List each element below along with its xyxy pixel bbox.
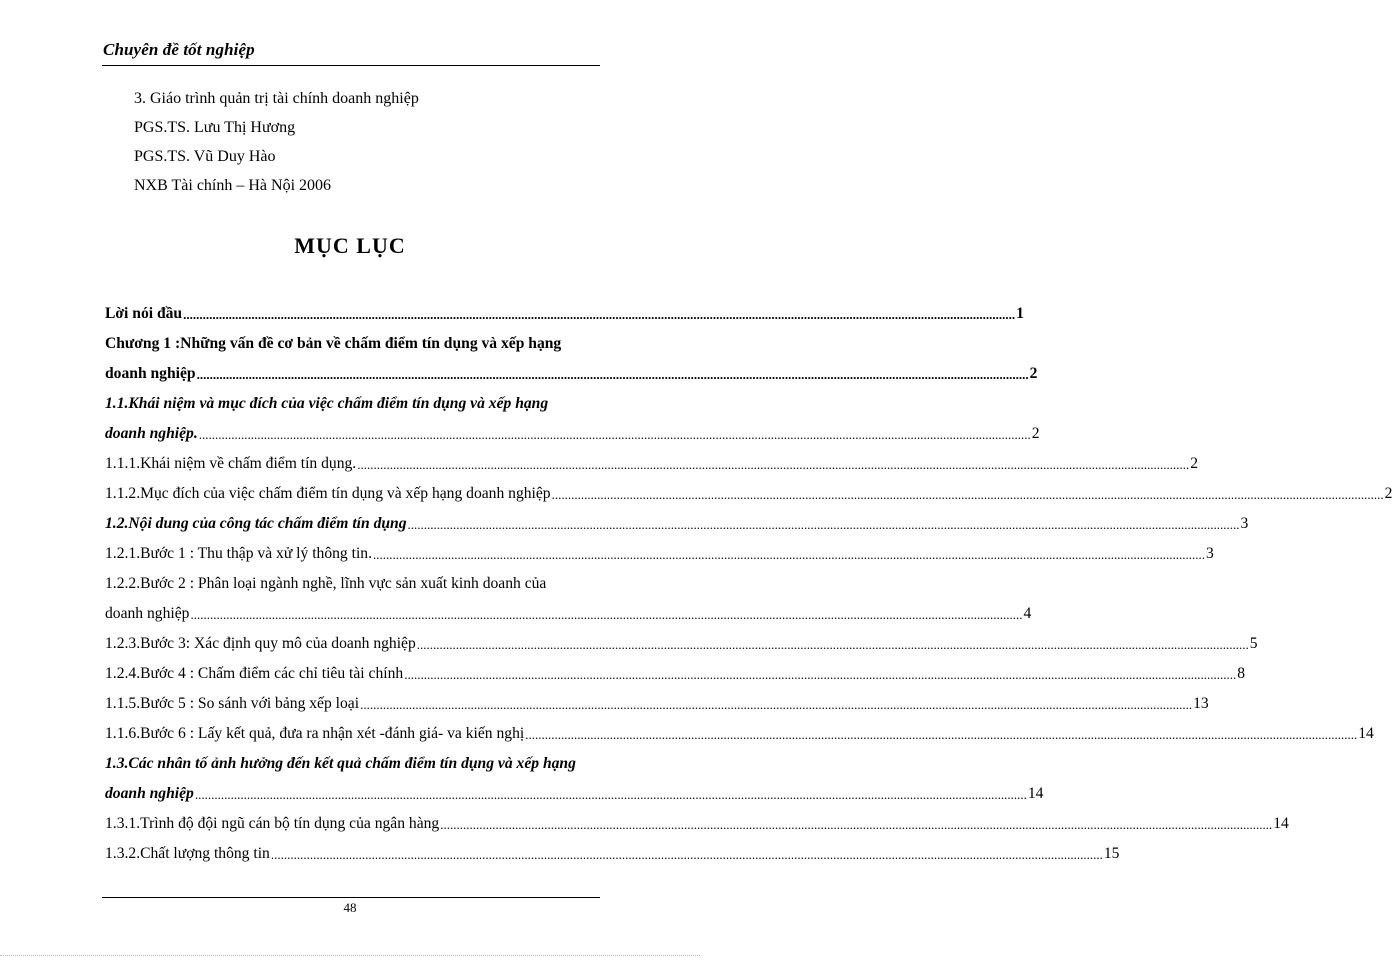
toc-leader-dots [552,485,1384,503]
toc-page-number: 13 [1193,695,1209,712]
toc-entry-text: doanh nghiệp [105,365,196,382]
toc-leader-dots [199,425,1031,443]
toc-entry[interactable] [105,635,1258,665]
toc-entry-text: doanh nghiệp [105,785,194,802]
toc-page-number: 3 [1205,545,1214,562]
toc-entry[interactable] [105,395,598,425]
toc-entry-text: 1.1.1.Khái niệm về chấm điểm tín dụng. [105,455,357,472]
toc-entry[interactable] [105,425,1040,455]
toc-entry-text: 1.2.3.Bước 3: Xác định quy mô của doanh nghiệp [105,635,416,652]
toc-entry[interactable] [105,455,1198,485]
footer-divider [102,897,600,898]
toc-entry-text: 1.2.1.Bước 1 : Thu thập và xử lý thông tin. [105,545,372,562]
toc-page-number: 3 [1240,515,1249,532]
toc-leader-dots [373,545,1205,563]
toc-page-number: 2 [1190,455,1198,472]
toc-title: MỤC LỤC [294,233,406,258]
toc-entry[interactable] [105,815,1289,845]
toc-leader-dots [190,605,1022,623]
toc-leader-dots [408,515,1240,533]
reference-line: 3. Giáo trình quản trị tài chính doanh nghiệp [134,90,419,107]
toc-leader-dots [417,635,1249,653]
reference-line: PGS.TS. Vũ Duy Hào [134,148,276,165]
toc-leader-dots [360,695,1192,713]
toc-leader-dots [195,785,1027,803]
toc-entry-text: Chương 1 :Những vấn đề cơ bản về chấm điểm tín dụng và xếp hạng [105,335,562,352]
toc-entry[interactable] [105,515,1249,545]
toc-page-number: 8 [1237,665,1245,682]
toc-page-number: 2 [1384,485,1392,502]
toc-leader-dots [440,815,1272,833]
toc-page-number: 4 [1023,605,1032,622]
toc-leader-dots [525,725,1357,743]
toc-entry-text: 1.1.6.Bước 6 : Lấy kết quả, đưa ra nhận xét -đánh giá- va kiến nghị [105,725,525,742]
toc-entry-text: 1.2.Nội dung của công tác chấm điểm tín dụng [105,515,407,532]
toc-entry[interactable] [105,695,1209,725]
page-bottom-border [0,955,700,956]
toc-leader-dots [404,665,1236,683]
toc-entry-text: doanh nghiệp. [105,425,198,442]
toc-entry[interactable] [105,755,598,785]
toc-entry-text: 1.2.4.Bước 4 : Chấm điểm các chỉ tiêu tài chính [105,665,404,682]
toc-page-number: 2 [1031,425,1040,442]
toc-page-number: 14 [1358,725,1374,742]
toc-entry[interactable] [105,605,1032,635]
toc-leader-dots [183,305,1015,323]
toc-entry-text: doanh nghiệp [105,605,190,622]
toc-page-number: 14 [1027,785,1044,802]
page-number: 48 [343,900,357,915]
toc-entry-text: 1.3.Các nhân tố ảnh hưởng đến kết quả chấm điểm tín dụng và xếp hạng [105,755,576,772]
toc-leader-dots [197,365,1029,383]
toc-entry[interactable] [105,665,1245,695]
toc-entry[interactable] [105,785,1044,815]
toc-entry[interactable] [105,365,1038,395]
table-of-contents [105,305,1392,875]
document-header-title: Chuyên đề tốt nghiệp [103,40,255,59]
toc-entry-text: 1.1.Khái niệm và mục đích của việc chấm điểm tín dụng và xếp hạng [105,395,549,412]
reference-line: NXB Tài chính – Hà Nội 2006 [134,177,332,194]
header-divider [102,65,600,66]
toc-entry[interactable] [105,725,1374,755]
toc-entry[interactable] [105,575,598,605]
toc-entry-text: 1.3.1.Trình độ đội ngũ cán bộ tín dụng của ngân hàng [105,815,440,832]
toc-leader-dots [271,845,1103,863]
toc-entry-text: 1.1.2.Mục đích của việc chấm điểm tín dụng và xếp hạng doanh nghiệp [105,485,551,502]
toc-entry[interactable] [105,545,1214,575]
reference-line: PGS.TS. Lưu Thị Hương [134,119,296,136]
toc-entry[interactable] [105,305,1024,335]
toc-entry[interactable] [105,845,1120,875]
toc-entry-text: 1.2.2.Bước 2 : Phân loại ngành nghề, lĩnh vực sản xuất kinh doanh của [105,575,547,592]
toc-entry-text: Lời nói đầu [105,305,183,322]
toc-entry[interactable] [105,335,598,365]
toc-page-number: 2 [1029,365,1038,382]
toc-entry[interactable] [105,485,1392,515]
toc-leader-dots [357,455,1189,473]
toc-page-number: 1 [1016,305,1024,322]
toc-page-number: 14 [1273,815,1289,832]
toc-page-number: 5 [1249,635,1258,652]
toc-entry-text: 1.1.5.Bước 5 : So sánh với bảng xếp loại [105,695,360,712]
toc-entry-text: 1.3.2.Chất lượng thông tin [105,845,270,862]
toc-page-number: 15 [1103,845,1120,862]
